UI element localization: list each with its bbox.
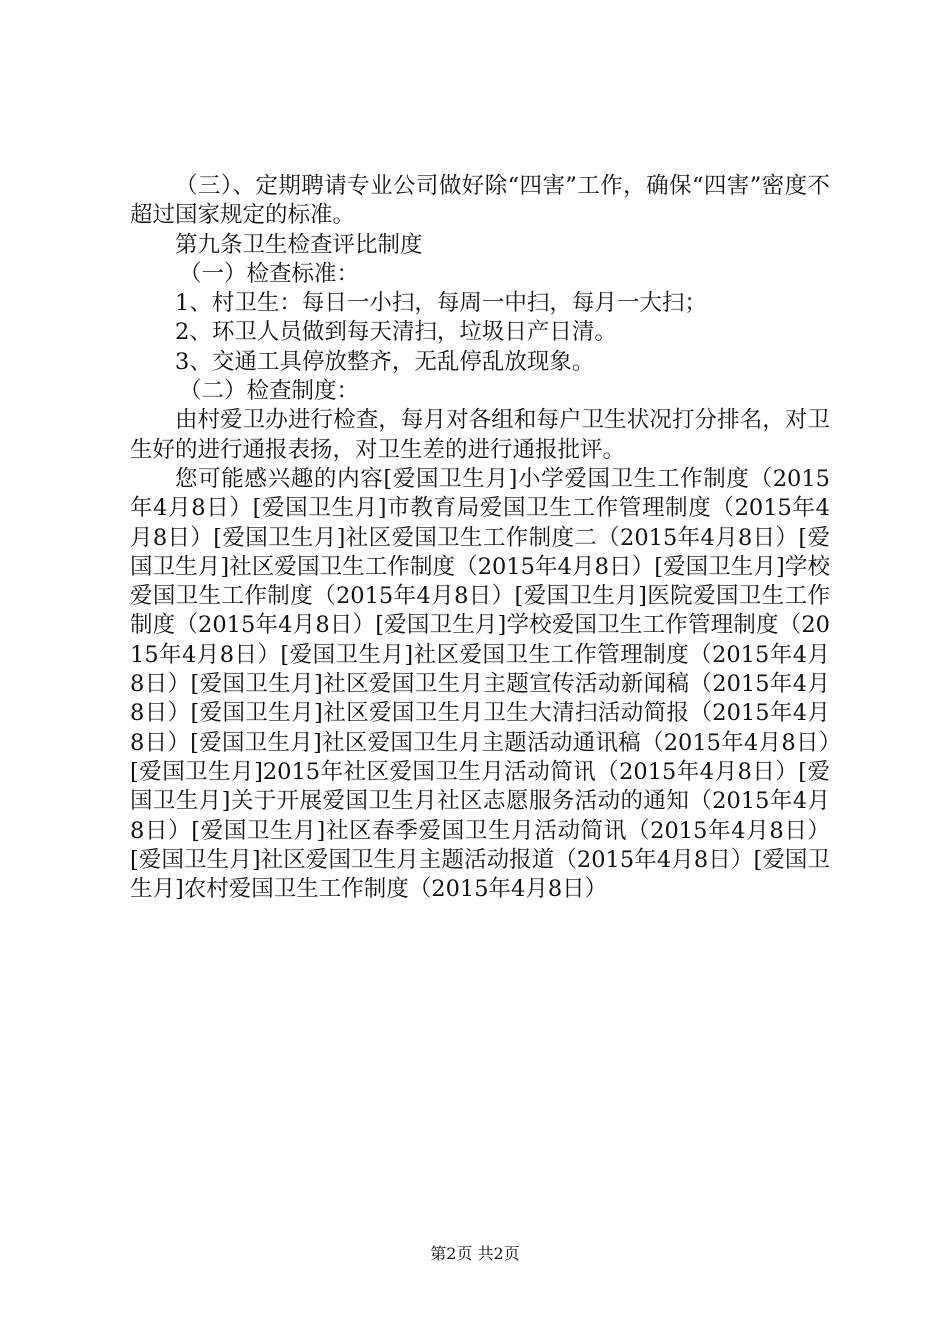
- paragraph-inspection-standard: （一）检查标准：: [179, 260, 360, 287]
- paragraph-standard-2: 2、环卫人员做到每天清扫，垃圾日产日清。: [175, 319, 617, 346]
- paragraph-standard-3: 3、交通工具停放整齐，无乱停乱放现象。: [175, 348, 595, 375]
- paragraph-pest-control: （三）、定期聘请专业公司做好除“四害”工作，确保“四害”密度不超过国家规定的标准。: [130, 173, 830, 229]
- document-body: [130, 172, 830, 904]
- paragraph-related-content: 您可能感兴趣的内容[爱国卫生月]小学爱国卫生工作制度（2015年4月8日）[爱国卫生月]市教育局爱国卫生工作管理制度（2015年4月8日）[爱国卫生月]社区爱国卫生工作制度二（2015年4月8日）[爱国卫生月]社区爱国卫生工作制度（2015年4月8日）[爱国卫生月]学校爱国卫生工作制度（2015年4月8日）[爱国卫生月]医院爱国卫生工作制度（2015年4月8日）[爱国卫生月]学校爱国卫生工作管理制度（2015年4月8日）[爱国卫生月]社区爱国卫生工作管理制度（2015年4月8日）[爱国卫生月]社区爱国卫生月主题宣传活动新闻稿（2015年4月8日）[爱国卫生月]社区爱国卫生月卫生大清扫活动简报（2015年4月8日）[爱国卫生月]社区爱国卫生月主题活动通讯稿（2015年4月8日）[爱国卫生月]2015年社区爱国卫生月活动简讯（2015年4月8日）[爱国卫生月]关于开展爱国卫生月社区志愿服务活动的通知（2015年4月8日）[爱国卫生月]社区春季爱国卫生月活动简讯（2015年4月8日）[爱国卫生月]社区爱国卫生月主题活动报道（2015年4月8日）[爱国卫生月]农村爱国卫生工作制度（2015年4月8日）: [130, 465, 830, 903]
- page-number-footer: 第2页 共2页: [430, 1244, 520, 1263]
- paragraph-standard-1: 1、村卫生：每日一小扫，每周一中扫，每月一大扫；: [175, 290, 707, 317]
- paragraph-inspection-detail: 由村爱卫办进行检查，每月对各组和每户卫生状况打分排名，对卫生好的进行通报表扬，对卫生差的进行通报批评。: [130, 407, 830, 463]
- paragraph-inspection-system: （二）检查制度：: [179, 378, 360, 405]
- paragraph-article-heading: 第九条卫生检查评比制度: [175, 231, 423, 258]
